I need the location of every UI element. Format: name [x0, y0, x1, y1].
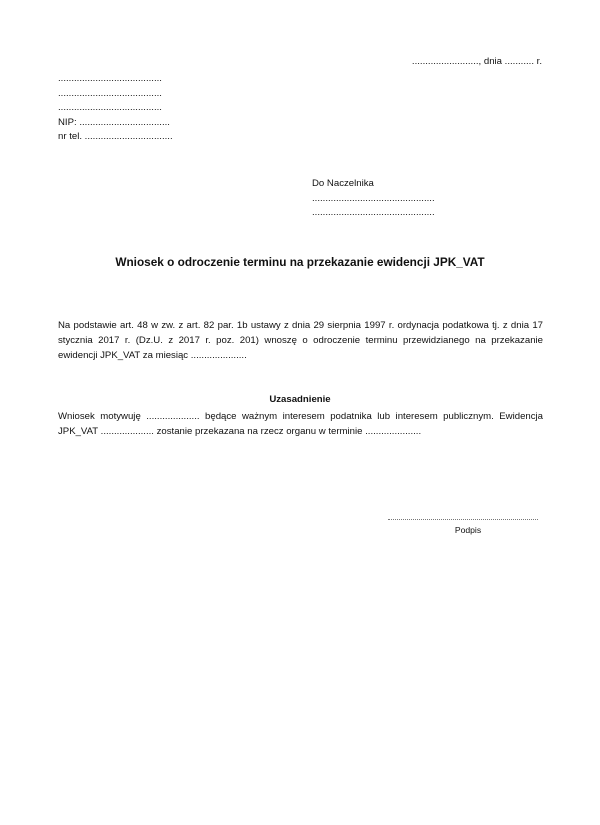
- sender-nip-line: NIP: ..................................: [58, 116, 170, 128]
- sender-block: [58, 72, 173, 145]
- recipient-block: [312, 177, 435, 221]
- sender-address-line-2: .......................................: [58, 102, 162, 113]
- justification-heading: Uzasadnienie: [269, 394, 331, 405]
- recipient-office-line-1: ..............................................: [312, 192, 435, 204]
- signature-line: [388, 519, 538, 520]
- justification-paragraph: Wniosek motywuję .................... będące ważnym interesem podatnika lub interesem publicznym. Ewidencja JPK_VAT .................... zostanie przekazana na rzecz organu w terminie .....................: [58, 411, 543, 437]
- document-title: Wniosek o odroczenie terminu na przekazanie ewidencji JPK_VAT: [115, 255, 485, 269]
- recipient-office-line-2: ..............................................: [312, 207, 435, 218]
- signature-label: Podpis: [454, 525, 482, 535]
- sender-name-line: .......................................: [58, 73, 162, 84]
- recipient-salutation: Do Naczelnika: [312, 178, 374, 189]
- place-date-line: ........................., dnia ........... r.: [411, 56, 542, 67]
- sender-address-line-1: .......................................: [58, 87, 162, 99]
- sender-phone-line: nr tel. .................................: [58, 131, 173, 142]
- request-body-paragraph: Na podstawie art. 48 w zw. z art. 82 par. 1b ustawy z dnia 29 sierpnia 1997 r. ordynacja podatkowa tj. z dnia 17 stycznia 2017 r. (Dz.U. z 2017 r. poz. 201) wnoszę o odroczenie terminu przewidzianego na przekazanie ewidencji JPK_VAT za miesiąc .....................: [58, 320, 543, 361]
